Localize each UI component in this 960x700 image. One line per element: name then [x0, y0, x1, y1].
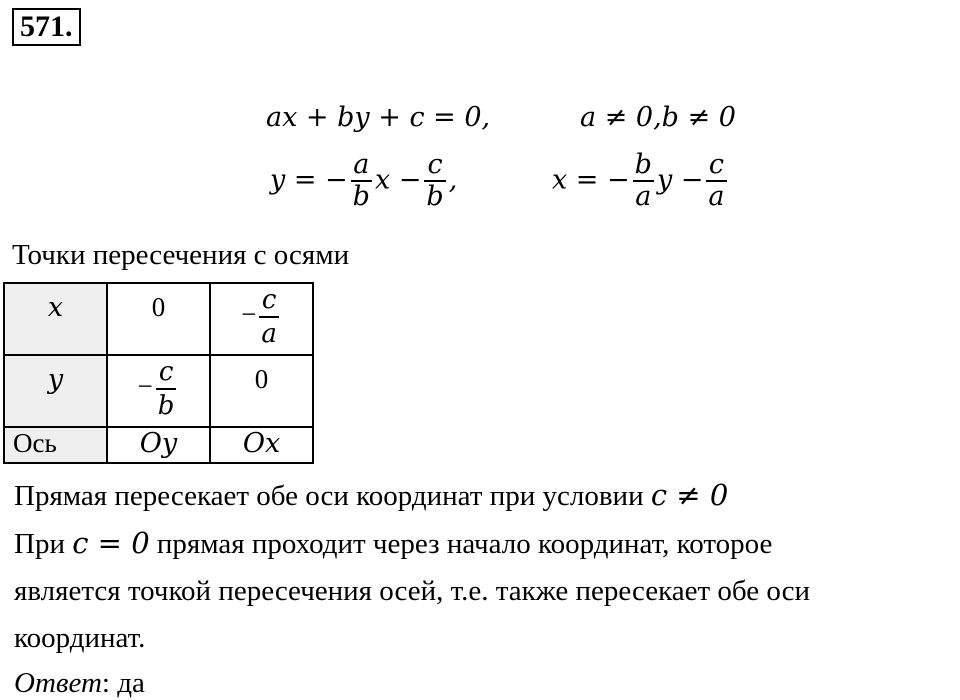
condition-c-zero: c = 0: [72, 526, 150, 560]
line-1-text: Прямая пересекает обе оси координат при условии: [14, 480, 644, 512]
condition-c-nonzero: c ≠ 0: [650, 478, 729, 512]
answer-label: Ответ: [14, 667, 102, 699]
cell-y-minus-c-over-b: [107, 355, 210, 427]
frac-num: c: [261, 285, 277, 315]
minus-sign: −: [137, 371, 153, 402]
table-row: [4, 355, 313, 427]
cell-x-minus-c-over-a: [210, 283, 313, 355]
minus-sign: −: [241, 299, 257, 330]
fraction-c-over-b: [156, 356, 177, 422]
frac-num: b: [634, 149, 652, 180]
cell-axis-oy: Oy: [107, 427, 210, 463]
line-3: является точкой пересечения осей, т.е. также пересекает обе оси: [14, 575, 810, 607]
cell-x-zero: 0: [107, 283, 210, 355]
frac-den: b: [352, 181, 370, 212]
equation-conditions: [580, 102, 736, 133]
y-expr-start: y = −: [270, 164, 348, 196]
cell-axis-ox: Ox: [210, 427, 313, 463]
fraction-b-over-a: [633, 150, 654, 212]
condition-a: a ≠ 0,: [580, 102, 662, 133]
x-expression: [552, 150, 730, 212]
answer-line: [14, 666, 145, 700]
frac-den: a: [708, 181, 725, 212]
row-head-axis: Ось: [4, 427, 107, 463]
fraction-a-over-b: [351, 150, 372, 212]
y-expression: [270, 150, 457, 212]
row-head-y: y: [4, 355, 107, 427]
intersection-heading: Точки пересечения с осями: [12, 239, 350, 271]
line-2-rest: прямая проходит через начало координат, которое: [156, 528, 773, 560]
general-equation: [266, 102, 490, 133]
row-head-x: x: [4, 283, 107, 355]
frac-num: c: [708, 149, 725, 180]
fraction-c-over-a: [706, 150, 726, 212]
frac-num: c: [427, 149, 443, 180]
fraction-c-over-b: [424, 150, 445, 212]
x-expr-start: x = −: [552, 164, 630, 196]
frac-den: b: [156, 388, 177, 422]
table-row: [4, 283, 313, 355]
problem-number: 571.: [12, 8, 81, 46]
fraction-c-over-a: [259, 284, 279, 350]
frac-num: a: [353, 149, 370, 180]
line-2: [14, 526, 772, 561]
y-expr-mid: x −: [374, 164, 422, 196]
table-row: [4, 427, 313, 463]
cell-y-zero: 0: [210, 355, 313, 427]
x-expr-mid: y −: [656, 164, 704, 196]
condition-b: b ≠ 0: [661, 102, 736, 133]
line-1: [14, 478, 728, 513]
intersection-table: [3, 282, 314, 464]
y-expr-end: ,: [448, 164, 458, 196]
frac-num: c: [158, 357, 174, 387]
answer-value: : да: [101, 667, 145, 699]
equation-left: ax + by + c = 0,: [266, 102, 491, 133]
frac-den: a: [259, 316, 279, 350]
frac-den: b: [426, 181, 444, 212]
line-2-start: При: [14, 528, 65, 560]
frac-den: a: [633, 180, 654, 212]
line-4: координат.: [14, 622, 146, 654]
